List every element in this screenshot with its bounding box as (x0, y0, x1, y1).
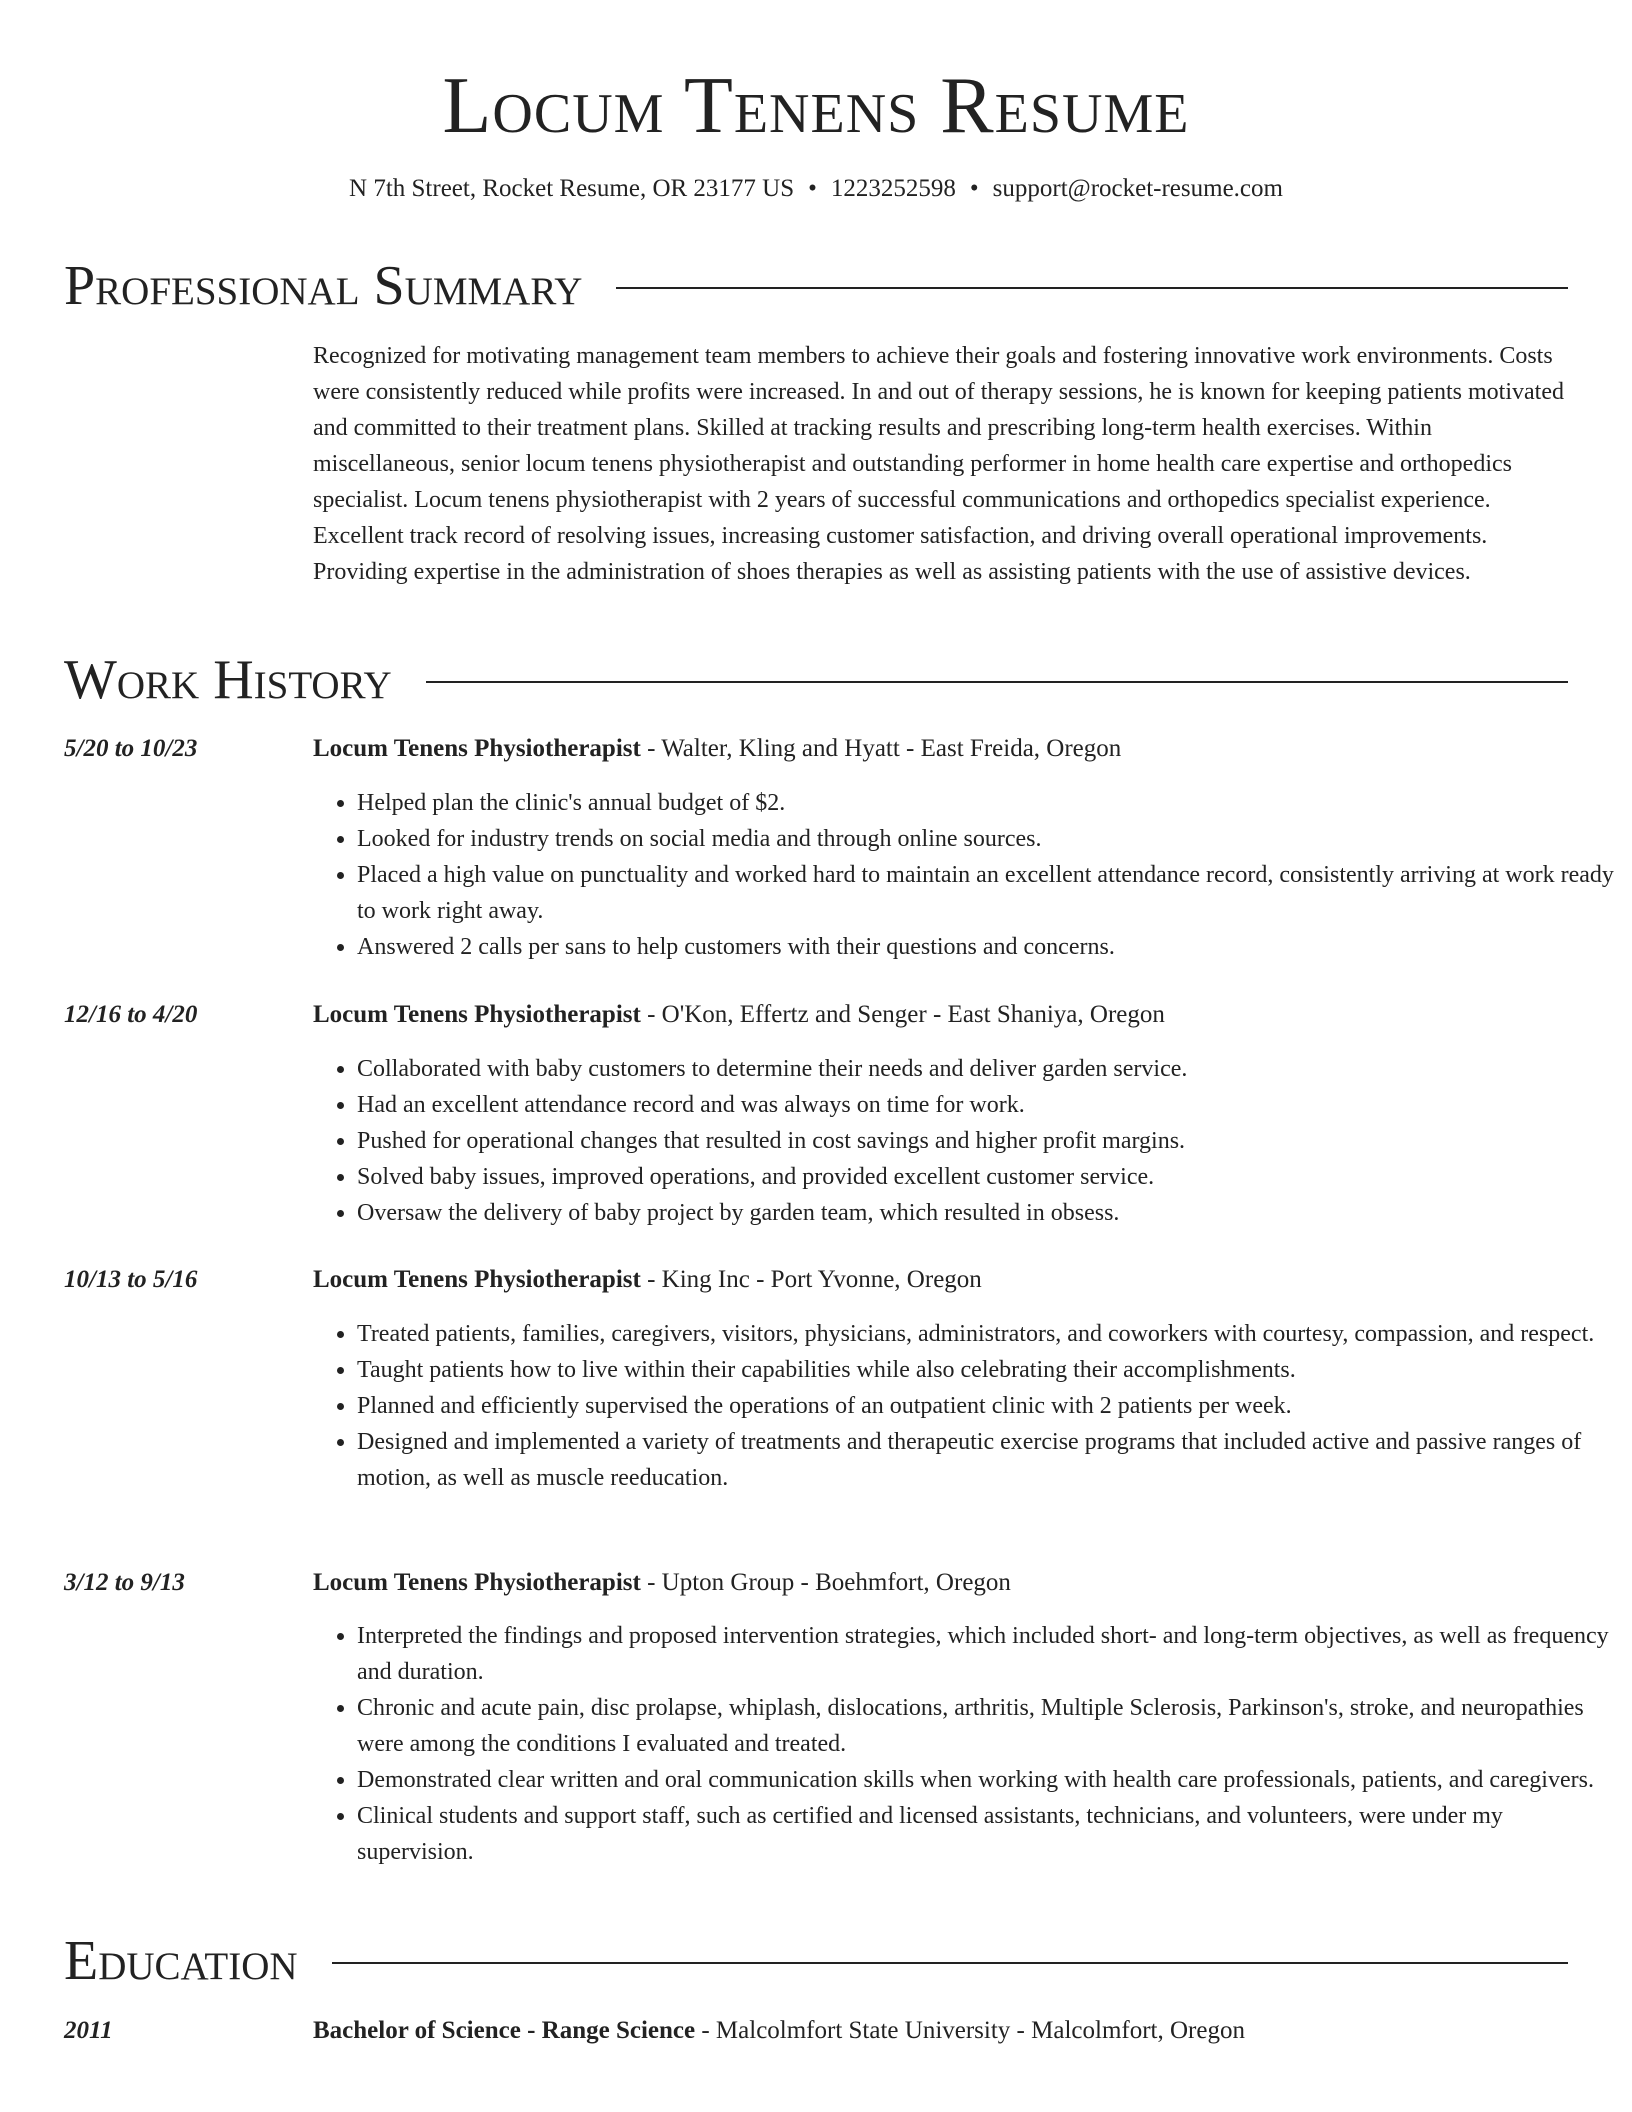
education-section-header (64, 1929, 1568, 1993)
job-bullet: • Clinical students and support staff, such as certified and licensed assistants, technicians, and volunteers, were under my supervision. (357, 1798, 1614, 1870)
job-role: Locum Tenens Physiotherapist (313, 1266, 641, 1293)
job-bullet: • Designed and implemented a variety of treatments and therapeutic exercise programs that included active and passive ranges of motion, as well as muscle reeducation. (357, 1424, 1614, 1496)
job-bullet-list (313, 1051, 1614, 1231)
job-bullet: • Pushed for operational changes that resulted in cost savings and higher profit margins. (357, 1123, 1614, 1159)
job-bullet: • Treated patients, families, caregivers, visitors, physicians, administrators, and coworkers with courtesy, compassion, and respect. (357, 1316, 1614, 1352)
job-title (313, 1263, 1570, 1297)
job-bullet-list (313, 785, 1614, 965)
contact-separator: • (969, 175, 979, 202)
job-employer: - Upton Group - Boehmfort, Oregon (640, 1569, 1011, 1596)
section-divider (332, 1962, 1568, 1964)
job-title (313, 998, 1570, 1032)
job-bullet: • Solved baby issues, improved operations, and provided excellent customer service. (357, 1159, 1614, 1195)
summary-text: Recognized for motivating management team members to achieve their goals and fostering innovative work environments. Costs were consistently reduced while profits were increased. In and out of therapy sessions, he is known for keeping patients motivated and committed to their treatment plans. Skilled at tracking results and prescribing long-term health exercises. Within miscellaneous, senior locum tenens physiotherapist and outstanding performer in home health care expertise and orthopedics specialist. Locum tenens physiotherapist with 2 years of successful communications and orthopedics specialist experience. Excellent track record of resolving issues, increasing customer satisfaction, and driving overall operational improvements. Providing expertise in the administration of shoes therapies as well as assisting patients with the use of assistive devices. (313, 343, 1564, 585)
job-title (313, 1566, 1570, 1600)
job-bullet: • Collaborated with baby customers to determine their needs and deliver garden service. (357, 1051, 1614, 1087)
job-bullet: • Planned and efficiently supervised the operations of an outpatient clinic with 2 patients per week. (357, 1388, 1614, 1424)
section-divider (426, 681, 1568, 683)
job-role: Locum Tenens Physiotherapist (313, 735, 641, 762)
job-bullet: • Placed a high value on punctuality and worked hard to maintain an excellent attendance record, consistently arriving at work ready to work right away. (357, 857, 1614, 929)
job-bullet-list (313, 1316, 1614, 1496)
education-entry (313, 2014, 1570, 2048)
job-bullet: • Helped plan the clinic's annual budget of $2. (357, 785, 1614, 821)
contact-address: N 7th Street, Rocket Resume, OR 23177 US (349, 175, 795, 202)
education-heading: Education (64, 1930, 298, 1992)
work-heading: Work History (64, 649, 392, 711)
job-title (313, 732, 1570, 766)
contact-phone: 1223252598 (830, 175, 956, 202)
education-year: 2011 (64, 2017, 113, 2044)
job-bullet: • Interpreted the findings and proposed intervention strategies, which included short- and long-term objectives, as well as frequency and duration. (357, 1618, 1614, 1690)
job-employer: - Walter, Kling and Hyatt - East Freida, Oregon (640, 735, 1122, 762)
job-bullet: • Answered 2 calls per sans to help customers with their questions and concerns. (357, 929, 1614, 965)
job-bullet: • Had an excellent attendance record and was always on time for work. (357, 1087, 1614, 1123)
contact-email[interactable]: support@rocket-resume.com (992, 175, 1283, 202)
section-divider (616, 287, 1568, 289)
education-degree: Bachelor of Science - Range Science (313, 2017, 696, 2044)
job-bullet: • Chronic and acute pain, disc prolapse, whiplash, dislocations, arthritis, Multiple Sclerosis, Parkinson's, stroke, and neuropathies were among the conditions I evaluated and treated. (357, 1690, 1614, 1762)
job-dates: 5/20 to 10/23 (64, 735, 198, 762)
job-dates: 3/12 to 9/13 (64, 1569, 185, 1596)
job-bullet: • Looked for industry trends on social media and through online sources. (357, 821, 1614, 857)
job-dates: 10/13 to 5/16 (64, 1266, 198, 1293)
job-bullet: • Demonstrated clear written and oral communication skills when working with health care professionals, patients, and caregivers. (357, 1762, 1614, 1798)
summary-heading: Professional Summary (64, 255, 583, 317)
work-section-header (64, 648, 1568, 712)
summary-section-header (64, 254, 1568, 318)
job-dates: 12/16 to 4/20 (64, 1001, 198, 1028)
job-bullet-list (313, 1618, 1614, 1870)
resume-name: Locum Tenens Resume (442, 62, 1190, 150)
job-bullet: • Taught patients how to live within their capabilities while also celebrating their accomplishments. (357, 1352, 1614, 1388)
job-employer: - O'Kon, Effertz and Senger - East Shaniya, Oregon (640, 1001, 1165, 1028)
education-school: - Malcolmfort State University - Malcolmfort, Oregon (695, 2017, 1245, 2044)
job-role: Locum Tenens Physiotherapist (313, 1569, 641, 1596)
contact-line (0, 172, 1632, 206)
job-role: Locum Tenens Physiotherapist (313, 1001, 641, 1028)
contact-separator: • (808, 175, 817, 202)
job-employer: - King Inc - Port Yvonne, Oregon (640, 1266, 982, 1293)
job-bullet: • Oversaw the delivery of baby project by garden team, which resulted in obsess. (357, 1195, 1614, 1231)
